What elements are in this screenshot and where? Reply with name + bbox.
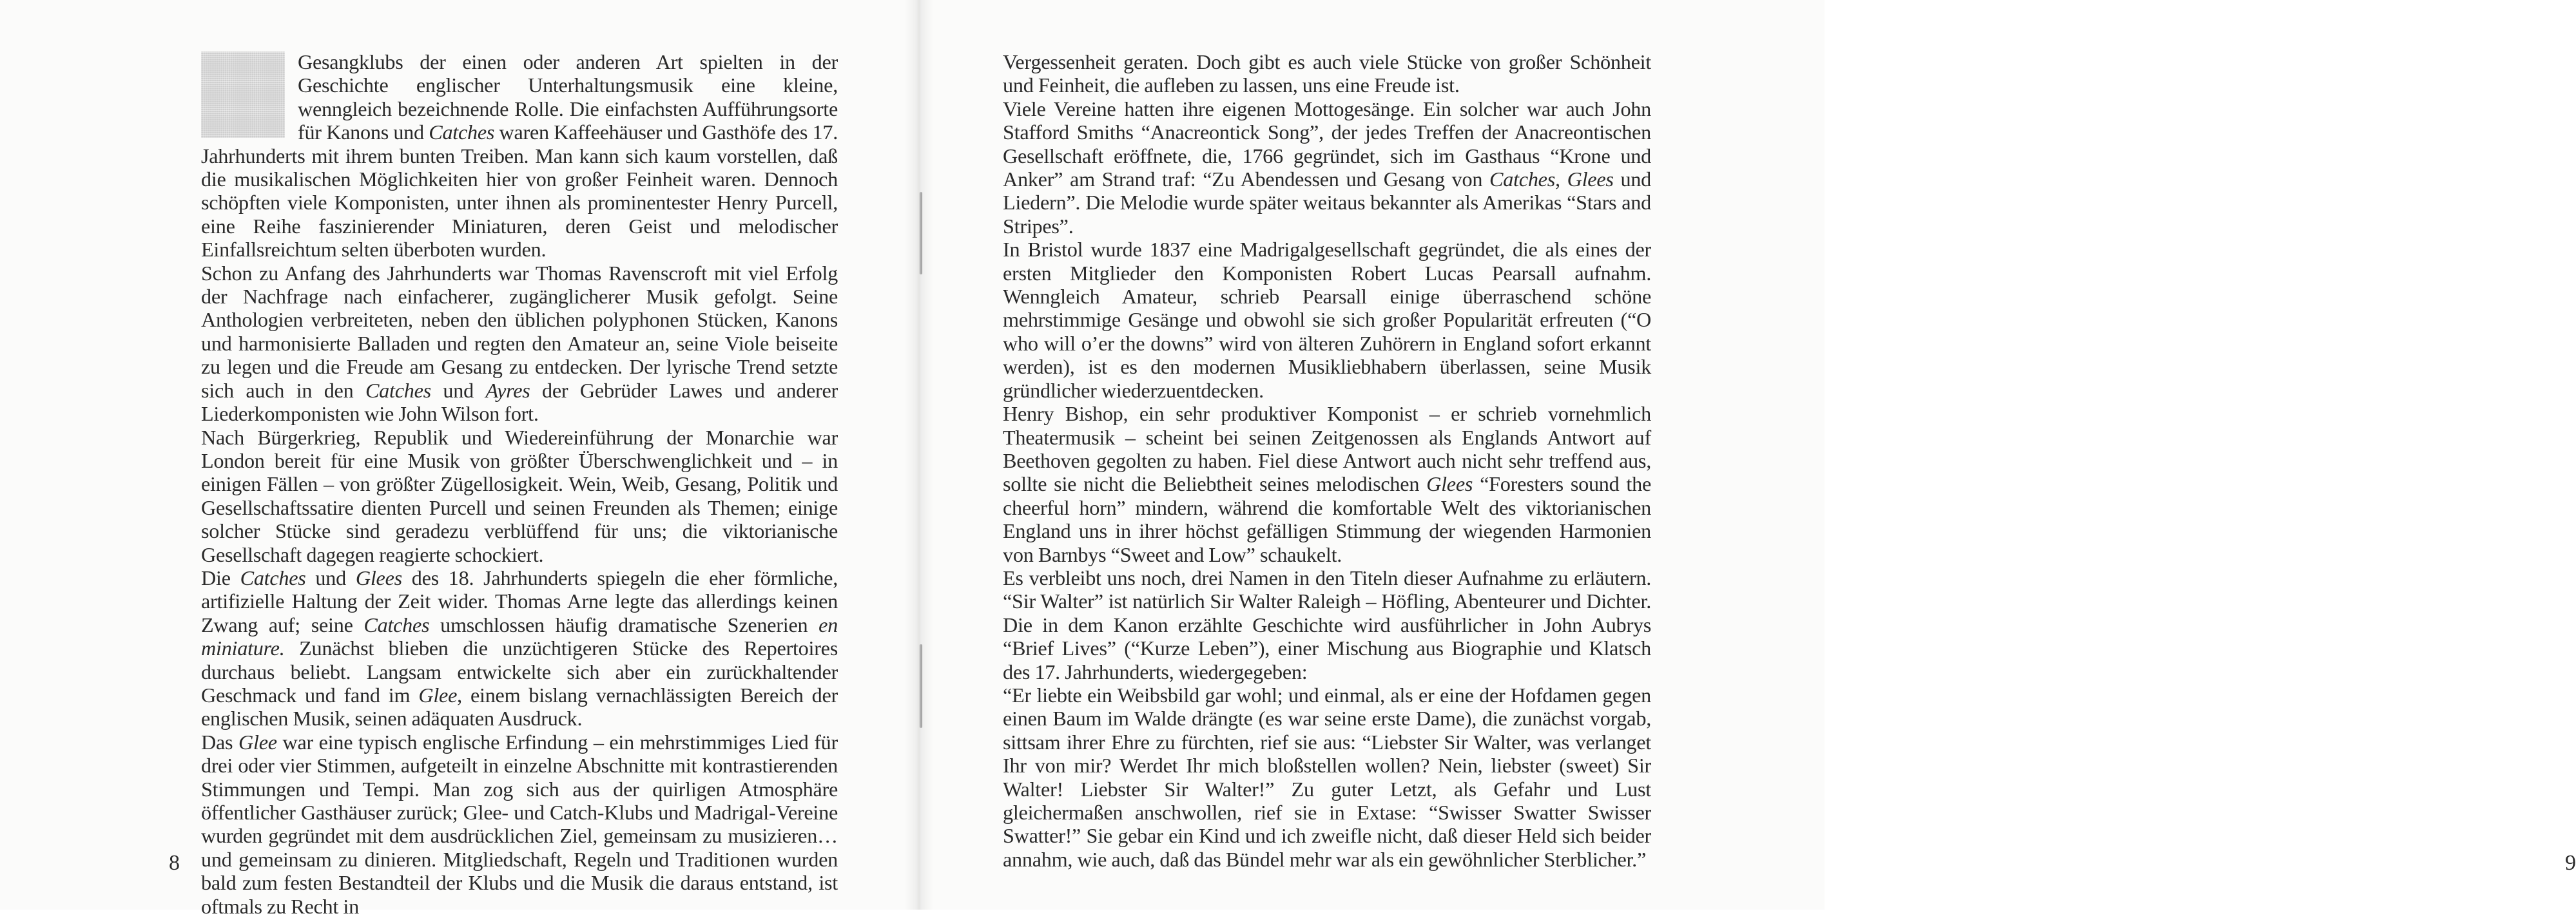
paragraph xyxy=(1003,566,1651,684)
text-run: Zunächst blieben die unzüchtigeren Stücke des Repertoires durchaus beliebt. Langsam entwickelte sich aber ein zurückhaltender Geschmack und fand im xyxy=(201,636,838,707)
text-run: Die xyxy=(201,566,240,589)
right-page-text xyxy=(1003,50,1651,871)
text-run: und Liedern”. Die Melodie wurde später weitaus bekannter als Amerikas “Stars and Stripes”. xyxy=(1003,167,1651,238)
text-run: Henry Bishop, ein sehr produktiver Komponist – er schrieb vornehmlich Theatermusik – scheint bei seinen Zeitgenossen als Englands Antwort auf Beethoven gegolten zu haben. Fiel diese Antwort auch nicht sehr treffend aus, sollte sie nicht die Beliebtheit seines melodischen xyxy=(1003,402,1651,496)
staple-top xyxy=(920,192,922,274)
paragraph xyxy=(201,731,838,918)
italic-run: Glee xyxy=(418,683,458,707)
text-run: Viele Vereine hatten ihre eigenen Mottogesänge. Ein solcher war auch John Stafford Smiths “Anacreontick Song”, der jedes Treffen der Anacreontischen Gesellschaft eröffnete, die, 1766 gegründet, sich im Gasthaus “Krone und Anker” am Strand traf: “Zu Abendessen und Gesang von xyxy=(1003,97,1651,191)
text-run: Nach Bürgerkrieg, Republik und Wiedereinführung der Monarchie war London bereit für eine Musik von größter Überschwenglichkeit und – in einigen Fällen – von größter Zügellosigkeit. Wein, Weib, Gesang, Politik und Gesellschaftssatire dienten Purcell und seinen Freunden als Themen; einige solcher Stücke sind geradezu verblüffend für uns; die viktorianische Gesellschaft dagegen reagierte schockiert. xyxy=(201,425,838,566)
text-run: Es verbleibt uns noch, drei Namen in den Titeln dieser Aufnahme zu erläutern. “Sir Walter” ist natürlich Sir Walter Raleigh – Höfling, Abenteurer und Dichter. Die in dem Kanon erzählte Geschichte wird ausführlicher in John Aubrys “Brief Lives” (“Kurze Leben”), einer Mischung aus Biographie und Klatsch des 17. Jahrhunderts, wiedergegeben: xyxy=(1003,566,1651,684)
page-number-right: 9 xyxy=(2565,851,2576,875)
text-run: war eine typisch englische Erfindung – ein mehrstimmiges Lied für drei oder vier Stimmen, aufgeteilt in einzelne Abschnitte mit kontrastierenden Stimmungen und Tempi. Man zog sich aus der quirligen Atmosphäre öffentlicher Gasthäuser zurück; Glee- und Catch-Klubs und Madrigal-Vereine wurden gegründet mit dem ausdrücklichen Ziel, gemeinsam zu musizieren… und gemeinsam zu dinieren. Mitgliedschaft, Regeln und Traditionen wurden bald zum festen Bestandteil der Klubs und die Musik die daraus entstand, ist oftmals zu Recht in xyxy=(201,730,838,918)
italic-run: Glee xyxy=(238,730,277,754)
text-run: des 18. Jahrhunderts spiegeln die eher förmliche, artifizielle Haltung der Zeit wider. Thomas Arne legte das allerdings keinen Zwang auf; seine xyxy=(201,566,838,636)
left-page-text xyxy=(201,50,838,918)
text-run: In Bristol wurde 1837 eine Madrigalgesellschaft gegründet, die als eines der ersten Mitglieder den Komponisten Robert Lucas Pearsall aufnahm. Wenngleich Amateur, schrieb Pearsall einige überraschend schöne mehrstimmige Gesänge und obwohl sie sich großer Popularität erfreuten (“O who will o’er the downs” wird von älteren Zuhörern in England sofort erkannt werden), ist es den modernen Musikliebhabern überlassen, seine Musik gründlicher wiederzuentdecken. xyxy=(1003,238,1651,402)
paragraph xyxy=(201,566,838,731)
text-run: “Er liebte ein Weibsbild gar wohl; und einmal, als er eine der Hofdamen gegen einen Baum im Walde drängte (es war seine erste Dame), die zunächst vorgab, sittsam ihrer Ehre zu fürchten, rief sie aus: “Liebster Sir Walter, was verlanget Ihr von mir? Werdet Ihr mich bloßstellen wollen? Nein, liebster (sweet) Sir Walter! Liebster Sir Walter!” Zu guter Letzt, als Gefahr und Lust gleichermaßen anschwollen, rief sie in Extase: “Swisser Swatter Swisser Swatter!” Sie gebar ein Kind und ich zweifle nicht, daß dieser Held sich beider annahm, wie auch, daß das Bündel mehr war als ein gewöhnlicher Sterblicher.” xyxy=(1003,683,1651,871)
staple-bottom xyxy=(920,644,922,728)
binding-gutter xyxy=(905,0,933,910)
italic-run: Catches xyxy=(365,378,431,402)
text-run: Das xyxy=(201,730,238,754)
text-run: , einem bislang vernachlässigten Bereich der englischen Musik, seinen adäquaten Ausdruck. xyxy=(201,683,838,731)
paragraph xyxy=(201,262,838,426)
italic-run: Catches xyxy=(240,566,306,589)
paragraph xyxy=(201,426,838,566)
italic-run: Glees xyxy=(1426,472,1473,496)
italic-run: Glees xyxy=(355,566,402,589)
text-run: Vergessenheit geraten. Doch gibt es auch viele Stücke von großer Schönheit und Feinheit, die aufleben zu lassen, uns eine Freude ist. xyxy=(1003,50,1651,97)
page-number-left: 8 xyxy=(169,851,180,875)
text-run: umschlossen häufig dramatische Szenerien xyxy=(429,613,819,636)
text-run: waren Kaffeehäuser und Gasthöfe des 17. Jahrhunderts mit ihrem bunten Treiben. Man kann sich kaum vorstellen, daß die musikalischen Möglichkeiten hier von großer Feinheit waren. Dennoch schöpften viele Komponisten, unter ihnen als prominentester Henry Purcell, eine Reihe faszinierender Miniaturen, deren Geist und melodischer Einfallsreichtum selten überboten wurden. xyxy=(201,120,838,262)
paragraph xyxy=(1003,97,1651,238)
text-run: Gesangklubs der einen oder anderen Art spielten in der Geschichte englischer Unterhaltungsmusik eine kleine, wenngleich bezeichnende Rolle. Die einfachsten Aufführungsorte für Kanons und xyxy=(298,50,838,144)
paragraph xyxy=(201,50,838,262)
paragraph xyxy=(1003,238,1651,402)
text-run: “Foresters sound the cheerful horn” mindern, während die komfortable Welt des viktorianischen England uns in ihrer höchst gefälligen Stimmung der wiegenden Harmonien von Barnbys “Sweet and Low” schaukelt. xyxy=(1003,472,1651,566)
drop-cap-placeholder xyxy=(201,52,285,138)
italic-run: en miniature. xyxy=(201,613,838,660)
text-run: und xyxy=(305,566,356,589)
italic-run: Catches xyxy=(429,120,495,144)
paragraph xyxy=(1003,402,1651,566)
paragraph xyxy=(1003,50,1651,97)
text-run: und xyxy=(431,378,486,402)
italic-run: Ayres xyxy=(485,378,530,402)
text-run: der Gebrüder Lawes und anderer Liederkomponisten wie John Wilson fort. xyxy=(201,378,838,426)
left-page xyxy=(0,0,918,918)
text-run: Schon zu Anfang des Jahrhunderts war Thomas Ravenscroft mit viel Erfolg der Nachfrage nach einfacherer, zugänglicherer Musik gefolgt. Seine Anthologien verbreiteten, neben den üblichen polyphonen Stücken, Kanons und harmonisierte Balladen und regten den Amateur an, seine Viole beiseite zu legen und die Freude am Gesang zu entdecken. Der lyrische Trend setzte sich auch in den xyxy=(201,261,838,402)
italic-run: Catches, Glees xyxy=(1489,167,1614,191)
paragraph xyxy=(1003,684,1651,871)
italic-run: Catches xyxy=(363,613,430,636)
